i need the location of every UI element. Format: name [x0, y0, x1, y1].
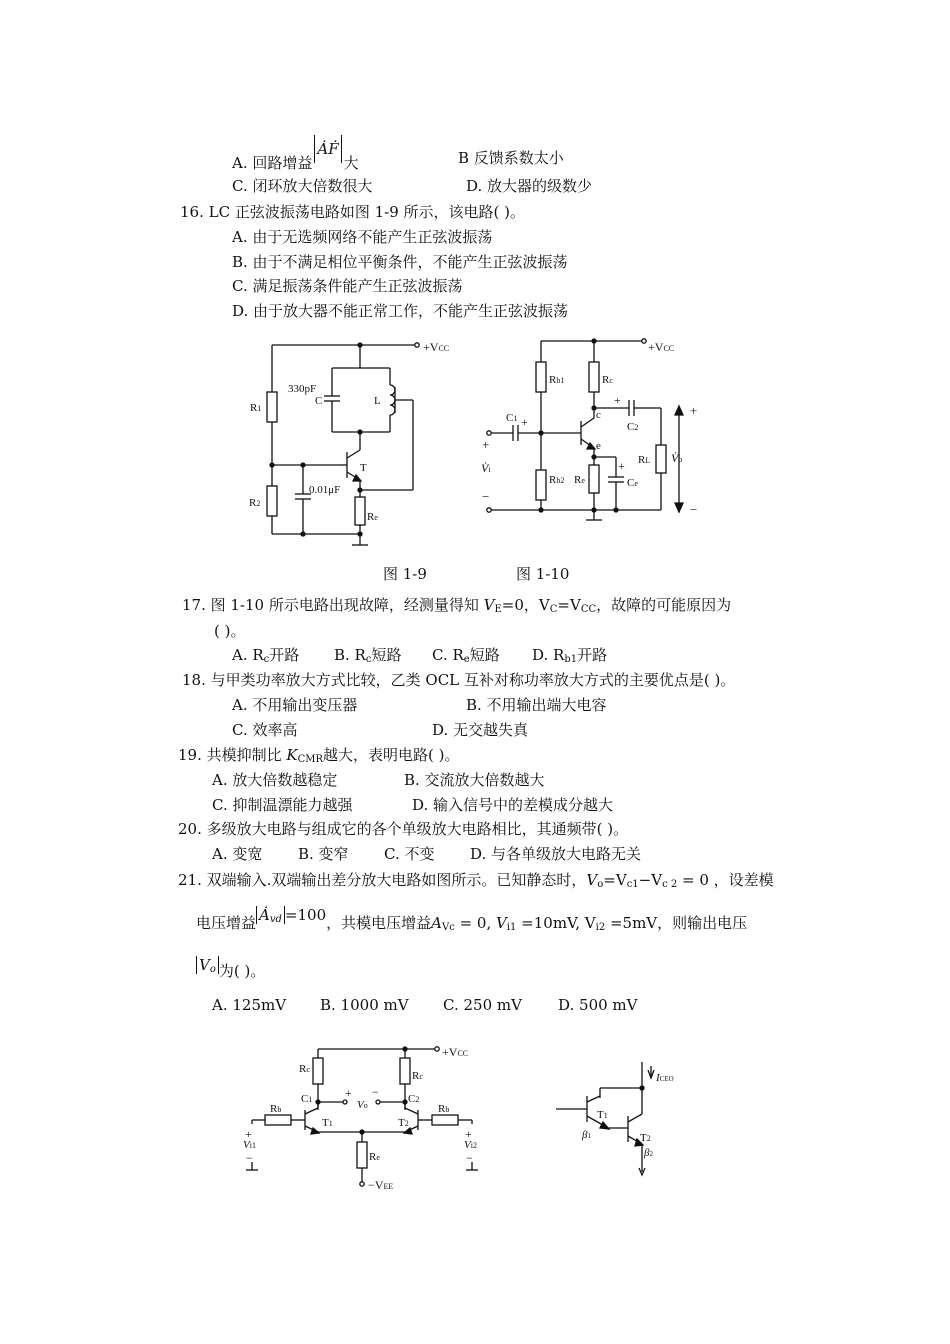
- q17-paren: ( )。: [214, 622, 246, 640]
- svg-text:−VEE: −VEE: [368, 1178, 394, 1192]
- q21-stem-line2: 电压增益 $Ȧ_{vd} =100$，共模电压增益$A_{Vc} = 0$, $V_{i1} =10mV$, $V_{i2} =5mV$，则输出电压: [196, 906, 748, 933]
- q20-stem: 20. 多级放大电路与组成它的各个单级放大电路相比，其通频带( )。: [178, 820, 629, 838]
- q21-option-c: C. 250 mV: [443, 996, 522, 1014]
- q16-option-a: A. 由于无选频网络不能产生正弦波振荡: [232, 228, 493, 246]
- svg-text:+: +: [465, 1127, 472, 1141]
- re-resistor: [355, 497, 365, 525]
- svg-text:C1: C1: [301, 1093, 313, 1105]
- svg-text:Vo: Vo: [357, 1099, 368, 1111]
- svg-text:C2: C2: [627, 421, 639, 433]
- q17-stem: 17. 图 1-10 所示电路出现故障，经测量得知 $V_E=0$，$V_C=V_{CC}$，故障的可能原因为: [182, 596, 732, 615]
- svg-text:Re: Re: [367, 511, 378, 523]
- svg-text:+: +: [614, 393, 621, 407]
- q19-option-c: C. 抑制温漂能力越强: [212, 796, 353, 814]
- svg-text:C1: C1: [506, 412, 518, 424]
- svg-text:ICEO: ICEO: [656, 1072, 674, 1084]
- q21-stem-line1: 21. 双端输入.双端输出差分放大电路如图所示。已知静态时，$V_o=V_{c1}-V_{c 2} = 0$ ，设差模: [178, 871, 774, 890]
- q17-option-c: C. $R_e$短路: [432, 646, 500, 665]
- svg-text:+VCC: +VCC: [442, 1045, 469, 1059]
- rb2-resistor: [536, 470, 546, 500]
- svg-text:Rc: Rc: [299, 1063, 310, 1075]
- svg-text:+: +: [345, 1086, 352, 1100]
- svg-text:T1: T1: [322, 1117, 333, 1129]
- re-resistor: [589, 465, 599, 493]
- svg-text:+: +: [690, 403, 698, 418]
- rc-left-resistor: [313, 1058, 323, 1084]
- q21-option-b: B. 1000 mV: [320, 996, 409, 1014]
- q18-option-a: A. 不用输出变压器: [232, 696, 358, 714]
- svg-text:Rb: Rb: [270, 1103, 282, 1115]
- svg-text:+VCC: +VCC: [423, 340, 450, 354]
- loop-gain-symbol: ȦḞ: [314, 135, 341, 163]
- svg-text:β1: β1: [582, 1129, 591, 1141]
- q16-option-c: C. 满足振荡条件能产生正弦波振荡: [232, 277, 463, 295]
- q18-option-b: B. 不用输出端大电容: [466, 696, 607, 714]
- q16-option-b: B. 由于不满足相位平衡条件，不能产生正弦波振荡: [232, 253, 568, 271]
- svg-text:Rc: Rc: [412, 1070, 423, 1082]
- svg-text:Rb2: Rb2: [549, 474, 565, 486]
- differential-amplifier-circuit: [235, 1038, 495, 1193]
- svg-text:+: +: [482, 437, 490, 452]
- inductor-l: [390, 385, 395, 415]
- q19-option-d: D. 输入信号中的差模成分越大: [412, 796, 614, 814]
- svg-text:Vi1: Vi1: [243, 1139, 256, 1151]
- q17-option-d: D. $R_{b1}$开路: [532, 646, 608, 665]
- svg-text:Rb1: Rb1: [549, 374, 565, 386]
- q16-stem: 16. LC 正弦波振荡电路如图 1-9 所示，该电路( )。: [180, 203, 525, 221]
- svg-text:−: −: [482, 489, 490, 504]
- q15-option-a: A. 回路增益ȦḞ大: [232, 149, 359, 177]
- q17-option-a: A. $R_c$开路: [232, 646, 300, 665]
- rb1-resistor: [536, 362, 546, 392]
- svg-text:Ce: Ce: [627, 477, 638, 489]
- output-voltage-symbol: $V_o$: [196, 956, 219, 974]
- svg-text:T2: T2: [640, 1132, 651, 1144]
- svg-text:+VCC: +VCC: [648, 340, 675, 354]
- q20-option-d: D. 与各单级放大电路无关: [470, 845, 642, 863]
- svg-text:e: e: [596, 440, 601, 452]
- svg-text:Rb: Rb: [438, 1103, 450, 1115]
- svg-text:+: +: [521, 415, 528, 429]
- svg-text:R1: R1: [250, 402, 262, 414]
- svg-text:T1: T1: [597, 1109, 608, 1121]
- svg-text:R2: R2: [249, 497, 261, 509]
- svg-text:Re: Re: [574, 474, 585, 486]
- rb-right-resistor: [432, 1115, 458, 1125]
- rb-left-resistor: [265, 1115, 291, 1125]
- svg-text:V̇i: V̇i: [481, 461, 491, 475]
- q16-option-d: D. 由于放大器不能正常工作，不能产生正弦波振荡: [232, 302, 569, 320]
- q20-option-a: A. 变宽: [212, 845, 263, 863]
- svg-text:−: −: [246, 1151, 253, 1165]
- q18-option-c: C. 效率高: [232, 721, 298, 739]
- q15-option-c: C. 闭环放大倍数很大: [232, 177, 373, 195]
- q19-option-b: B. 交流放大倍数越大: [404, 771, 545, 789]
- svg-text:330pF: 330pF: [288, 383, 317, 395]
- rc-right-resistor: [400, 1058, 410, 1084]
- svg-text:C: C: [315, 395, 323, 407]
- q20-option-b: B. 变窄: [298, 845, 349, 863]
- q15-option-b: B 反馈系数太小: [458, 149, 564, 167]
- svg-text:RL: RL: [638, 454, 651, 466]
- figure-1-9-oscillator-circuit: [240, 335, 470, 555]
- svg-text:c: c: [596, 409, 601, 421]
- q20-option-c: C. 不变: [384, 845, 435, 863]
- q17-option-b: B. $R_c$短路: [334, 646, 402, 665]
- figure-1-10-caption: 图 1-10: [516, 565, 570, 583]
- svg-text:−: −: [372, 1085, 379, 1099]
- r1-resistor: [267, 392, 277, 422]
- svg-text:L: L: [374, 395, 381, 407]
- q21-stem-line3: $V_o$ 为( )。: [196, 962, 265, 980]
- r2-resistor: [267, 486, 277, 516]
- svg-text:T2: T2: [398, 1117, 409, 1129]
- svg-text:C2: C2: [408, 1093, 420, 1105]
- svg-text:−: −: [690, 502, 698, 517]
- q18-stem: 18. 与甲类功率放大方式比较，乙类 OCL 互补对称功率放大方式的主要优点是( )。: [182, 671, 736, 689]
- svg-text:+: +: [618, 459, 625, 473]
- svg-text:0.01μF: 0.01μF: [309, 484, 341, 496]
- q19-stem: 19. 共模抑制比 $K_{CMR}$越大，表明电路( )。: [178, 746, 460, 765]
- diff-gain-symbol: $Ȧ_{vd}$: [256, 906, 285, 924]
- svg-text:V̇o: V̇o: [671, 451, 683, 465]
- svg-text:Re: Re: [369, 1151, 380, 1163]
- re-resistor: [357, 1142, 367, 1168]
- figure-1-10-amplifier-circuit: [475, 335, 710, 525]
- rl-resistor: [656, 445, 666, 473]
- svg-text:β2: β2: [644, 1147, 653, 1159]
- svg-text:Vi2: Vi2: [464, 1139, 477, 1151]
- q18-option-d: D. 无交越失真: [432, 721, 529, 739]
- q21-option-a: A. 125mV: [212, 996, 287, 1014]
- svg-text:Rc: Rc: [602, 374, 613, 386]
- svg-text:−: −: [466, 1151, 473, 1165]
- q15-option-d: D. 放大器的级数少: [466, 177, 593, 195]
- svg-text:T: T: [360, 462, 367, 474]
- svg-text:+: +: [245, 1127, 252, 1141]
- q19-option-a: A. 放大倍数越稳定: [212, 771, 338, 789]
- figure-1-9-caption: 图 1-9: [383, 565, 427, 583]
- darlington-transistor-circuit: [548, 1058, 688, 1184]
- rc-resistor: [589, 362, 599, 392]
- q21-option-d: D. 500 mV: [558, 996, 638, 1014]
